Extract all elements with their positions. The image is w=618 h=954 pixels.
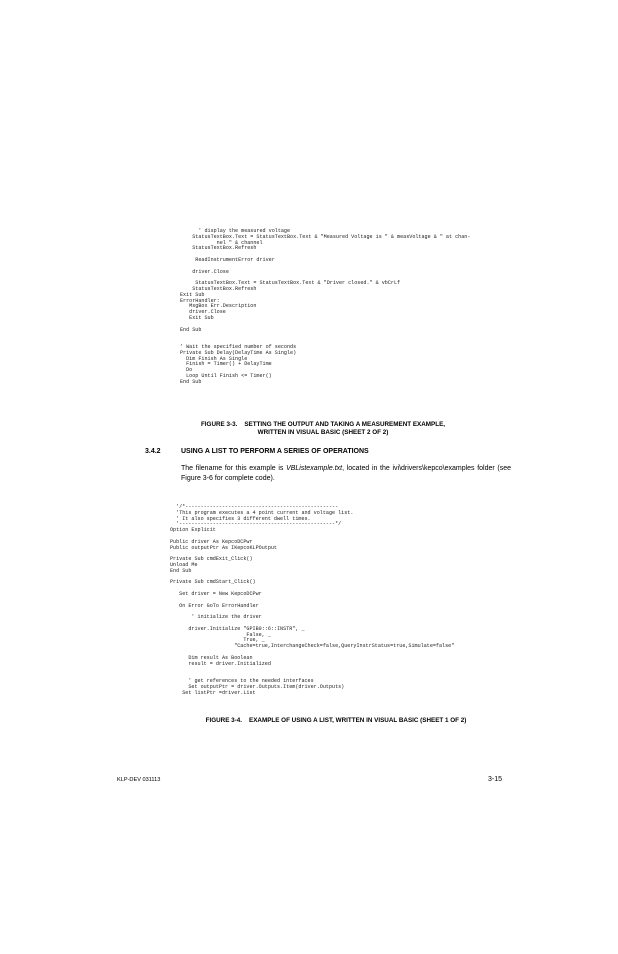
section-title: USING A LIST TO PERFORM A SERIES OF OPERATIONS (181, 448, 369, 455)
code-block-visual-basic-sheet-2: ' display the measured voltage StatusTextBox.Text = StatusTextBox.Text & "Measured Voltage is " & measVoltage & " at chan- nel " & channel StatusTextBox.Refresh ReadInstrumentError driver driver.Close StatusTextBox.Text = StatusTextBox.Text & "Driver closed." & vbCrLf StatusTextBox.Refresh Exit Sub ErrorHandler: MsgBox Err.Description driver.Close Exit Sub End Sub ' Wait the specified number of seconds Private Sub Delay(DelayTime As Single) Dim Finish As Single Finish = Timer() + DelayTime Do Loop Until Finish <= Timer() End Sub (180, 228, 471, 385)
figure-3-3-caption-line-2: WRITTEN IN VISUAL BASIC (SHEET 2 OF 2) (257, 429, 389, 436)
section-paragraph (181, 464, 511, 484)
section-number: 3.4.2 (145, 448, 161, 455)
figure-3-3-caption (120, 421, 526, 437)
figure-3-4-caption: FIGURE 3-4. EXAMPLE OF USING A LIST, WRITTEN IN VISUAL BASIC (SHEET 1 OF 2) (205, 717, 467, 724)
paragraph-filename: VBListexample.txt (286, 465, 343, 472)
footer-document-id: KLP-DEV 031113 (117, 777, 161, 783)
paragraph-text-start: The filename for this example is (181, 465, 287, 472)
footer-page-number: 3-15 (488, 776, 503, 783)
code-block-visual-basic-list-example: '/*-------------------------------------------------- 'This program executes a 4 point current and voltage list. ' It also specifies 3 different dwell times. '---------------------------------------------------*/ Option Explicit Public driver As KepcoDCPwr Public outputPtr As IKepcoKLPOutput Private Sub cmdExit_Click() Unload Me End Sub Private Sub cmdStart_Click() Set driver = New KepcoDCPwr On Error GoTo ErrorHandler ' initialize the driver driver.Initialize "GPIB0::6::INSTR", _ False, _ True, _ "Cache=true,InterchangeCheck=false,QueryInstrStatus=true,Simulate=false" Dim result As Boolean result = driver.Initialized ' get references to the needed interfaces Set outputPtr = driver.Outputs.Item(driver.Outputs) Set listPtr =driver.List (170, 504, 455, 696)
figure-3-3-caption-line-1: FIGURE 3-3. SETTING THE OUTPUT AND TAKING A MEASUREMENT EXAMPLE, (200, 421, 446, 428)
paragraph-text-end: , located in the ivi\drivers\kepco\examples folder (see Figure 3-6 for complete code). (181, 465, 511, 482)
